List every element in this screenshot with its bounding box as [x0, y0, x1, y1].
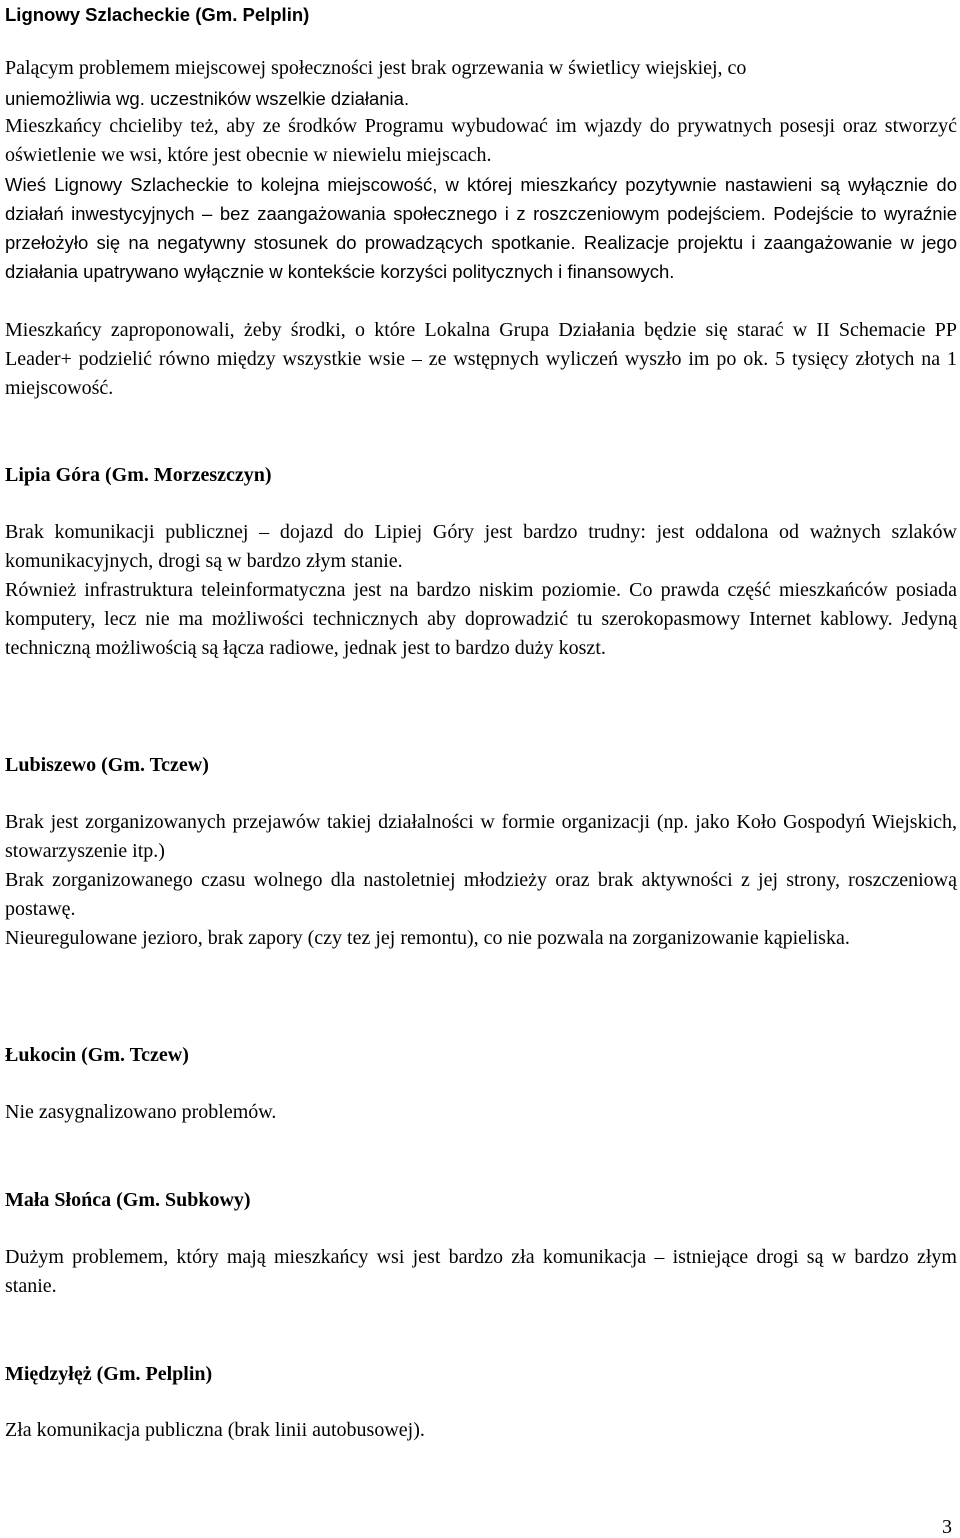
- section-heading-lukocin: Łukocin (Gm. Tczew): [5, 1044, 189, 1066]
- section-heading-miedzylez: Międzyłęż (Gm. Pelplin): [5, 1363, 213, 1385]
- section-heading-lipia-gora: Lipia Góra (Gm. Morzeszczyn): [5, 464, 272, 486]
- paragraph: Wieś Lignowy Szlacheckie to kolejna miejscowość, w której mieszkańcy pozytywnie nastawieni są wyłącznie do działań inwestycyjnych – bez zaangażowania społecznego i z roszczeniowym podejściem. Podejście to wyraźnie przełożyło się na negatywny stosunek do prowadzących spotkanie. Realizacje projektu i zaangażowanie w jego działania upatrywano wyłącznie w kontekście korzyści politycznych i finansowych.: [5, 174, 957, 282]
- paragraph: Palącym problemem miejscowej społeczności jest brak ogrzewania w świetlicy wiejskiej, co: [5, 57, 747, 79]
- page-number: 3: [942, 1516, 952, 1538]
- paragraph: Brak zorganizowanego czasu wolnego dla nastoletniej młodzieży oraz brak aktywności z jej strony, roszczeniową postawę.: [5, 869, 957, 920]
- paragraph: Zła komunikacja publiczna (brak linii autobusowej).: [5, 1419, 425, 1441]
- paragraph: Brak jest zorganizowanych przejawów takiej działalności w formie organizacji (np. jako Koło Gospodyń Wiejskich, stowarzyszenie itp.): [5, 811, 957, 862]
- paragraph: Mieszkańcy zaproponowali, żeby środki, o które Lokalna Grupa Działania będzie się starać w II Schemacie PP Leader+ podzielić równo między wszystkie wsie – ze wstępnych wyliczeń wyszło im po ok. 5 tysięcy złotych na 1 miejscowość.: [5, 319, 957, 399]
- paragraph: Brak komunikacji publicznej – dojazd do Lipiej Góry jest bardzo trudny: jest oddalona od ważnych szlaków komunikacyjnych, drogi są w bardzo złym stanie.: [5, 521, 957, 572]
- section-heading-lignowy: Lignowy Szlacheckie (Gm. Pelplin): [5, 4, 310, 25]
- paragraph: Dużym problemem, który mają mieszkańcy wsi jest bardzo zła komunikacja – istniejące drogi są w bardzo złym stanie.: [5, 1246, 957, 1297]
- section-heading-mala-slonca: Mała Słońca (Gm. Subkowy): [5, 1189, 251, 1211]
- paragraph: Nieuregulowane jezioro, brak zapory (czy tez jej remontu), co nie pozwala na zorganizowanie kąpieliska.: [5, 927, 850, 949]
- paragraph: Również infrastruktura teleinformatyczna jest na bardzo niskim poziomie. Co prawda część mieszkańców posiada komputery, lecz nie ma możliwości technicznych aby doprowadzić tu szerokopasmowy Internet kablowy. Jedyną techniczną możliwością są łącza radiowe, jednak jest to bardzo duży koszt.: [5, 579, 957, 659]
- section-heading-lubiszewo: Lubiszewo (Gm. Tczew): [5, 754, 209, 776]
- paragraph: Nie zasygnalizowano problemów.: [5, 1101, 277, 1123]
- paragraph: uniemożliwia wg. uczestników wszelkie działania.: [5, 88, 410, 109]
- paragraph: Mieszkańcy chcieliby też, aby ze środków Programu wybudować im wjazdy do prywatnych posesji oraz stworzyć oświetlenie we wsi, które jest obecnie w niewielu miejscach.: [5, 115, 957, 166]
